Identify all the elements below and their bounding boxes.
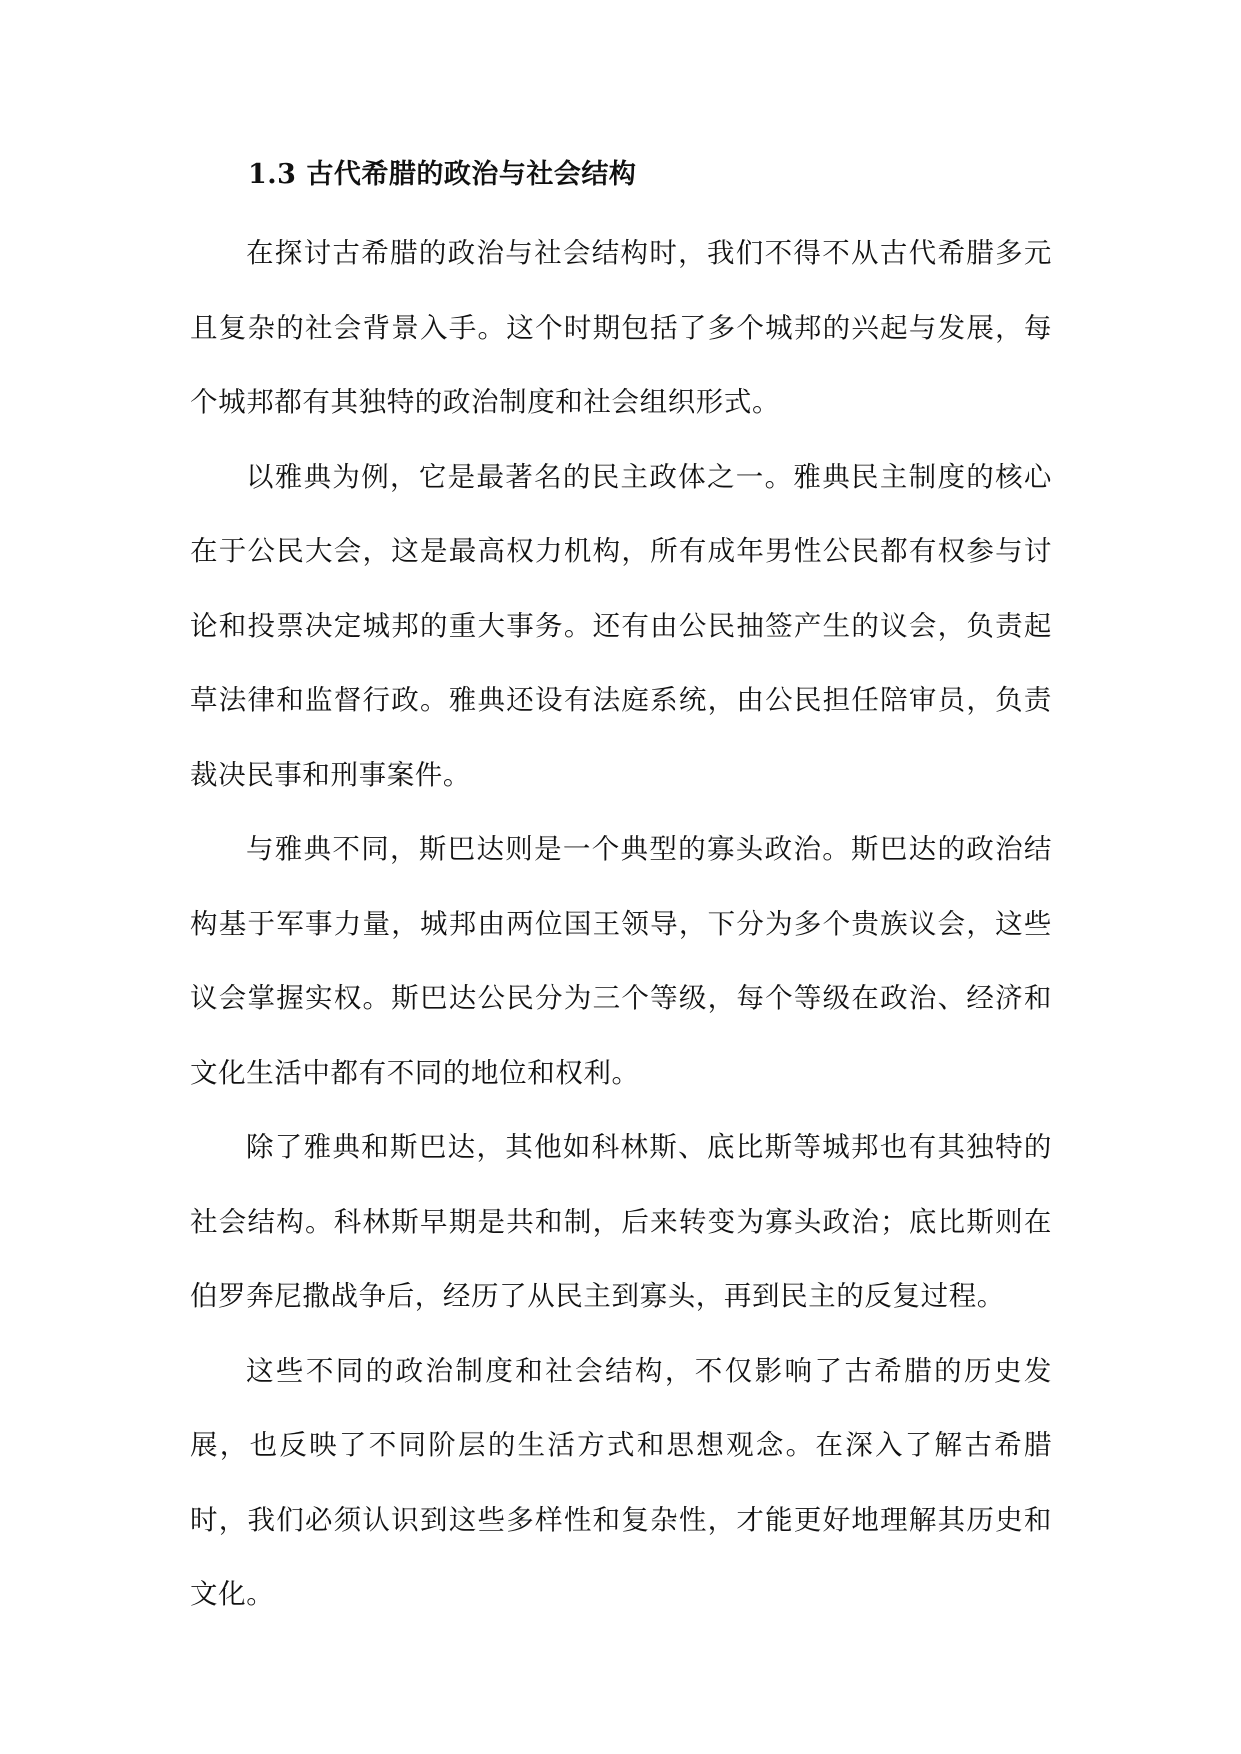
paragraph-intro: 在探讨古希腊的政治与社会结构时，我们不得不从古代希腊多元且复杂的社会背景入手。这个时期包括了多个城邦的兴起与发展，每个城邦都有其独特的政治制度和社会组织形式。 — [190, 237, 1052, 418]
document-body — [190, 216, 1052, 1632]
paragraph-sparta: 与雅典不同，斯巴达则是一个典型的寡头政治。斯巴达的政治结构基于军事力量，城邦由两位国王领导，下分为多个贵族议会，这些议会掌握实权。斯巴达公民分为三个等级，每个等级在政治、经济和文化生活中都有不同的地位和权利。 — [190, 833, 1052, 1089]
paragraph-other-city-states: 除了雅典和斯巴达，其他如科林斯、底比斯等城邦也有其独特的社会结构。科林斯早期是共和制，后来转变为寡头政治；底比斯则在伯罗奔尼撒战争后，经历了从民主到寡头，再到民主的反复过程。 — [190, 1131, 1052, 1312]
paragraph-athens: 以雅典为例，它是最著名的民主政体之一。雅典民主制度的核心在于公民大会，这是最高权力机构，所有成年男性公民都有权参与讨论和投票决定城邦的重大事务。还有由公民抽签产生的议会，负责起草法律和监督行政。雅典还设有法庭系统，由公民担任陪审员，负责裁决民事和刑事案件。 — [190, 460, 1052, 791]
paragraph-conclusion: 这些不同的政治制度和社会结构，不仅影响了古希腊的历史发展，也反映了不同阶层的生活方式和思想观念。在深入了解古希腊时，我们必须认识到这些多样性和复杂性，才能更好地理解其历史和文化。 — [190, 1354, 1052, 1610]
section-title: 1.3 古代希腊的政治与社会结构 — [248, 159, 637, 190]
